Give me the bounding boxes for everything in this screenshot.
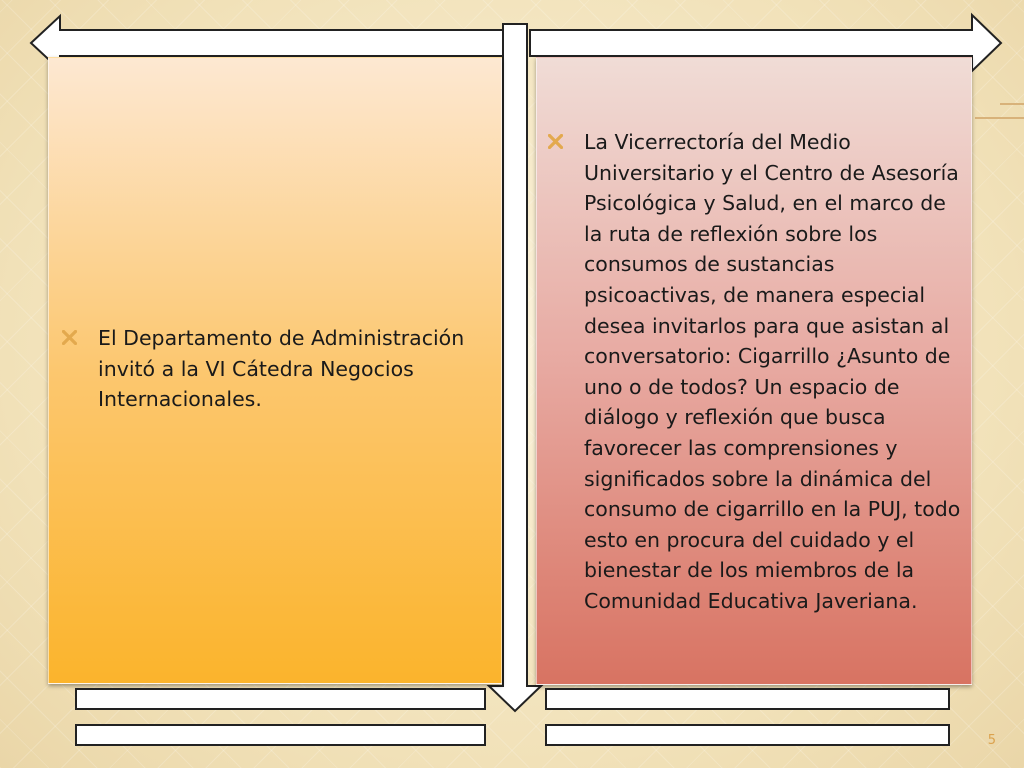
x-mark-icon xyxy=(548,134,563,149)
bottom-bar-left-1 xyxy=(75,688,486,710)
right-bullet-text: La Vicerrectoría del Medio Universitario y el Centro de Asesoría Psicológica y Salud, en el marco de la ruta de reflexión sobre los consumos de sustancias psicoactivas, de manera especial desea invitarlos para que asistan al conversatorio: Cigarrillo ¿Asunto de uno o de todos? Un espacio de diálogo y reflexión que busca favorecer las comprensiones y significados sobre la dinámica del consumo de cigarrillo en la PUJ, todo esto en procura del cuidado y el bienestar de los miembros de la Comunidad Educativa Javeriana. xyxy=(584,130,961,613)
x-mark-icon xyxy=(62,330,77,345)
page-number: 5 xyxy=(987,733,996,748)
bottom-bar-right-2 xyxy=(545,724,950,746)
right-bullet-item xyxy=(548,127,966,617)
bottom-bar-left-2 xyxy=(75,724,486,746)
left-bullet-text: El Departamento de Administración invitó a la VI Cátedra Negocios Internacionales. xyxy=(98,326,465,412)
left-bullet-item xyxy=(62,323,492,415)
bottom-bar-right-1 xyxy=(545,688,950,710)
